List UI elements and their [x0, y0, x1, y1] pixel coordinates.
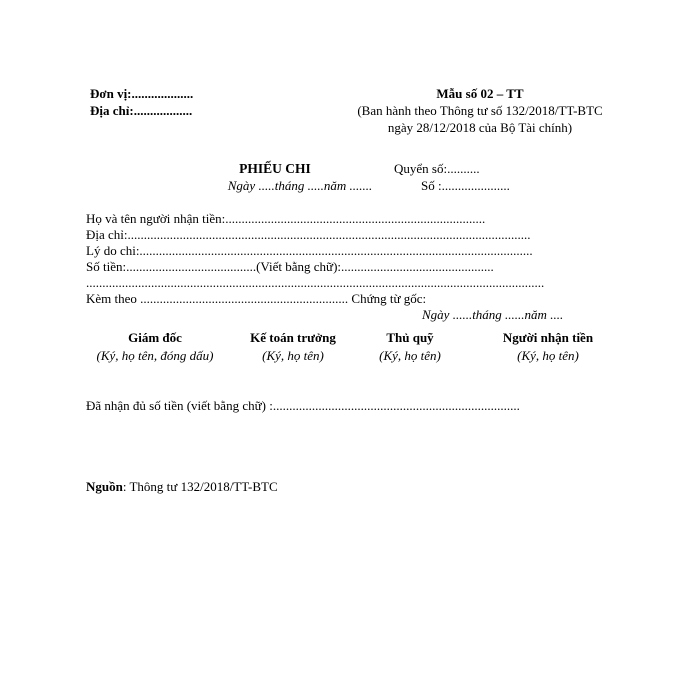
signature-date: Ngày ......tháng ......năm .... — [422, 307, 564, 322]
attachments-line: Kèm theo ................................................................ Chứng từ gốc: — [86, 291, 427, 306]
book-number: Quyển số:.......... — [394, 161, 480, 176]
issued-date: ngày 28/12/2018 của Bộ Tài chính) — [387, 120, 573, 135]
reason-line: Lý do chi:......................................................................................................................... — [86, 243, 533, 258]
signature-note: (Ký, họ tên) — [262, 348, 324, 363]
address-field: Địa chỉ:.................. — [90, 103, 193, 118]
source-label: Nguồn — [86, 479, 123, 494]
voucher-number: Số :..................... — [421, 178, 510, 193]
amount-line: Số tiền:........................................(Viết bằng chữ):............................................... — [86, 259, 494, 274]
signature-chief-accountant — [233, 330, 353, 364]
signature-note: (Ký, họ tên) — [379, 348, 441, 363]
document-title: PHIẾU CHI — [239, 161, 311, 176]
signature-title: Giám đốc — [128, 330, 182, 345]
signature-cashier — [360, 330, 460, 364]
issued-by: (Ban hành theo Thông tư số 132/2018/TT-BTC — [357, 103, 603, 118]
signature-note: (Ký, họ tên, đóng dấu) — [96, 348, 214, 363]
recipient-name-line: Họ và tên người nhận tiền:................................................................................ — [86, 211, 486, 226]
source-text: : Thông tư 132/2018/TT-BTC — [122, 479, 278, 494]
source-note — [86, 479, 278, 495]
recipient-address-line: Địa chỉ:............................................................................................................................ — [86, 227, 531, 242]
received-amount-line: Đã nhận đủ số tiền (viết bằng chữ) :............................................................................ — [86, 398, 520, 413]
signature-title: Người nhận tiền — [502, 330, 594, 345]
signature-note: (Ký, họ tên) — [517, 348, 579, 363]
signature-recipient — [488, 330, 608, 364]
signature-title: Kế toán trưởng — [250, 330, 336, 345]
signature-title: Thủ quỹ — [386, 330, 434, 345]
unit-field: Đơn vị:................... — [90, 86, 194, 101]
form-number: Mẫu số 02 – TT — [436, 86, 524, 101]
document-date: Ngày .....tháng .....năm ....... — [227, 178, 373, 193]
signature-director — [85, 330, 225, 364]
amount-continued-line: ............................................................................................................................................. — [86, 275, 545, 290]
